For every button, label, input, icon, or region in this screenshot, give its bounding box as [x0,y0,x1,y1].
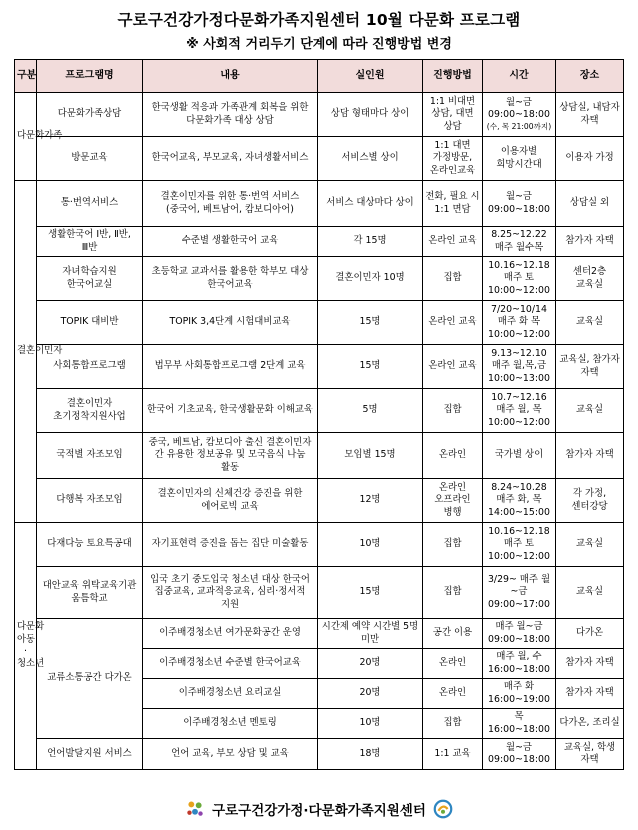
table-row [15,479,624,523]
program-place: 참가자 자택 [556,227,624,257]
program-place: 교육실 [556,567,624,619]
program-method: 집합 [423,257,483,301]
program-content: 자기표현력 증진을 돕는 집단 미술활동 [143,523,318,567]
program-method: 온라인 오프라인 병행 [423,479,483,523]
program-content: 법무부 사회통합프로그램 2단계 교육 [143,345,318,389]
program-time: 국가별 상이 [483,433,556,479]
program-content: 결혼이민자의 신체건강 증진을 위한 에어로빅 교육 [143,479,318,523]
program-method: 전화, 필요 시 1:1 면담 [423,181,483,227]
program-time: 10.16~12.18 매주 토 10:00~12:00 [483,523,556,567]
time-text: 월~금 09:00~18:00 [488,97,550,121]
program-place: 상담실 외 [556,181,624,227]
program-time: 월~금 09:00~18:00 [483,739,556,770]
table-row [15,257,624,301]
program-name: 통·번역서비스 [37,181,143,227]
table-row [15,137,624,181]
program-content: 한국어교육, 부모교육, 자녀생활서비스 [143,137,318,181]
program-content: 수준별 생활한국어 교육 [143,227,318,257]
table-row [15,523,624,567]
program-content: 초등학교 교과서를 활용한 학부모 대상 한국어교육 [143,257,318,301]
program-name: 다재다능 토요특공대 [37,523,143,567]
program-people: 결혼이민자 10명 [318,257,423,301]
program-method: 온라인 [423,679,483,709]
table-row [15,345,624,389]
program-method: 온라인 교육 [423,301,483,345]
program-content: 이주배경청소년 요리교실 [143,679,318,709]
program-method: 집합 [423,389,483,433]
table-row [15,93,624,137]
program-method: 집합 [423,709,483,739]
program-time: 10.16~12.18 매주 토 10:00~12:00 [483,257,556,301]
program-method: 온라인 [423,433,483,479]
program-people: 10명 [318,709,423,739]
program-content: 한국어 기초교육, 한국생활문화 이해교육 [143,389,318,433]
program-place: 각 가정, 센터강당 [556,479,624,523]
program-time: 목 16:00~18:00 [483,709,556,739]
program-place: 이용자 가정 [556,137,624,181]
header-time: 시간 [483,60,556,93]
program-time: 이용자별 희망시간대 [483,137,556,181]
program-place: 센터2층 교육실 [556,257,624,301]
table-row [15,739,624,770]
program-time: 3/29~ 매주 월~금 09:00~17:00 [483,567,556,619]
program-name: 자녀학습지원 한국어교실 [37,257,143,301]
program-place: 교육실, 학생 자택 [556,739,624,770]
program-people: 모임별 15명 [318,433,423,479]
category-family: 다문화가족 [15,93,37,181]
program-place: 다가온, 조리실 [556,709,624,739]
program-content: 이주배경청소년 수준별 한국어교육 [143,649,318,679]
program-content: 언어 교육, 부모 상담 및 교육 [143,739,318,770]
program-place: 상담실, 내담자 자택 [556,93,624,137]
program-place: 교육실 [556,523,624,567]
program-people: 15명 [318,301,423,345]
program-people: 15명 [318,567,423,619]
program-name: 다행복 자조모임 [37,479,143,523]
header-program: 프로그램명 [37,60,143,93]
table-header-row [15,60,624,93]
program-place: 참가자 자택 [556,679,624,709]
program-method: 1:1 비대면 상담, 대면 상담 [423,93,483,137]
program-people: 서비스 대상마다 상이 [318,181,423,227]
program-table [14,59,624,770]
table-row [15,181,624,227]
program-content: 중국, 베트남, 캄보디아 출신 결혼이민자 간 유용한 정보공유 및 모국음식 나눔 활동 [143,433,318,479]
program-method: 집합 [423,523,483,567]
program-name: 언어발달지원 서비스 [37,739,143,770]
header-content: 내용 [143,60,318,93]
header-place: 장소 [556,60,624,93]
program-time: 매주 월, 수 16:00~18:00 [483,649,556,679]
program-content: 이주배경청소년 멘토링 [143,709,318,739]
program-method: 온라인 [423,649,483,679]
center-logo-icon [184,798,206,820]
program-time: 9.13~12.10 매주 월,목,금 10:00~13:00 [483,345,556,389]
program-method: 공간 이용 [423,619,483,649]
footer [0,797,638,821]
program-people: 서비스별 상이 [318,137,423,181]
page-subtitle: ※ 사회적 거리두기 단계에 따라 진행방법 변경 [186,37,452,52]
program-content: 입국 초기 중도입국 청소년 대상 한국어 집중교육, 교과적응교육, 심리·정서적 지원 [143,567,318,619]
program-time: 매주 화 16:00~19:00 [483,679,556,709]
program-method: 1:1 교육 [423,739,483,770]
program-method: 1:1 대면 가정방문, 온라인교육 [423,137,483,181]
program-place: 교육실 [556,389,624,433]
program-time: 매주 월~금 09:00~18:00 [483,619,556,649]
program-name: 다문화가족상담 [37,93,143,137]
program-people: 12명 [318,479,423,523]
table-row [15,227,624,257]
program-place: 교육실 [556,301,624,345]
table-row [15,567,624,619]
program-people: 상담 형태마다 상이 [318,93,423,137]
program-time: 10.7~12.16 매주 월, 목 10:00~12:00 [483,389,556,433]
program-time [483,93,556,137]
table-row [15,433,624,479]
program-name: 대안교육 위탁교육기관 움틈학교 [37,567,143,619]
program-content: 한국생활 적응과 가족관계 회복을 위한 다문화가족 대상 상담 [143,93,318,137]
program-name: 방문교육 [37,137,143,181]
program-name: 국적별 자조모임 [37,433,143,479]
program-people: 10명 [318,523,423,567]
program-method: 집합 [423,567,483,619]
program-people: 15명 [318,345,423,389]
program-name: TOPIK 대비반 [37,301,143,345]
program-people: 시간제 예약 시간별 5명 미만 [318,619,423,649]
program-content: 이주배경청소년 여가문화공간 운영 [143,619,318,649]
program-name: 사회통합프로그램 [37,345,143,389]
category-youth: 다문화 아동·청소년 [15,523,37,770]
footer-text: 구로구건강가정·다문화가족지원센터 [212,803,426,819]
program-people: 18명 [318,739,423,770]
header-category: 구분 [15,60,37,93]
program-people: 5명 [318,389,423,433]
header-people: 실인원 [318,60,423,93]
program-method: 온라인 교육 [423,345,483,389]
program-time: 8.25~12.22 매주 월수목 [483,227,556,257]
family-logo-icon [432,798,454,820]
program-name: 교류소통공간 다가온 [37,619,143,739]
program-people: 각 15명 [318,227,423,257]
program-place: 교육실, 참가자 자택 [556,345,624,389]
program-time: 월~금 09:00~18:00 [483,181,556,227]
header-method: 진행방법 [423,60,483,93]
program-name: 생활한국어 Ⅰ반, Ⅱ반, Ⅲ반 [37,227,143,257]
program-place: 참가자 자택 [556,649,624,679]
program-people: 20명 [318,649,423,679]
program-people: 20명 [318,679,423,709]
program-place: 다가온 [556,619,624,649]
category-married: 결혼이민자 [15,181,37,523]
time-note: (수, 목 21:00까지) [486,121,552,131]
program-name: 결혼이민자 초기정착지원사업 [37,389,143,433]
program-time: 8.24~10.28 매주 화, 목 14:00~15:00 [483,479,556,523]
program-method: 온라인 교육 [423,227,483,257]
program-content: 결혼이민자를 위한 통·번역 서비스 (중국어, 베트남어, 캄보디아어) [143,181,318,227]
program-place: 참가자 자택 [556,433,624,479]
table-row [15,301,624,345]
table-row [15,389,624,433]
page-title: 구로구건강가정다문화가족지원센터 10월 다문화 프로그램 [117,11,521,29]
table-row [15,619,624,649]
program-time: 7/20~10/14 매주 화 목 10:00~12:00 [483,301,556,345]
program-content: TOPIK 3,4단계 시험대비교육 [143,301,318,345]
